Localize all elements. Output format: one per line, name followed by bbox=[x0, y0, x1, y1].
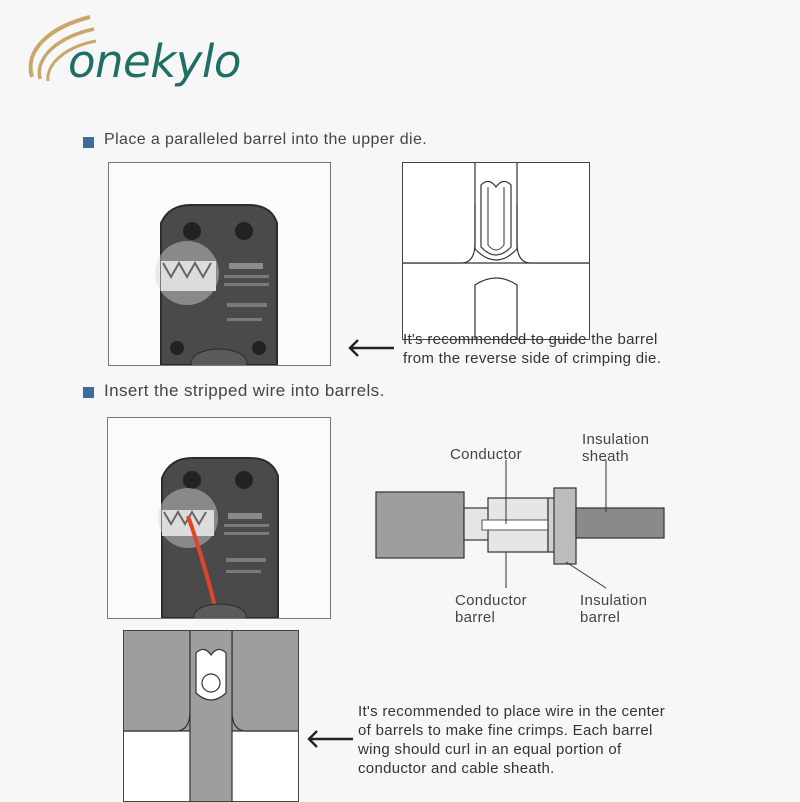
label-conductor: Conductor bbox=[450, 446, 522, 463]
step-1-bullet-icon bbox=[83, 137, 94, 148]
label-insulation-barrel bbox=[580, 592, 647, 626]
step-2-note-line: of barrels to make fine crimps. Each barrel bbox=[358, 722, 653, 739]
step-1-note-line: It's recommended to guide the barrel bbox=[403, 331, 658, 348]
brand-name: onekylo bbox=[68, 35, 241, 88]
step-2-note-line: wing should curl in an equal portion of bbox=[358, 741, 622, 758]
step-2-title: Insert the stripped wire into barrels. bbox=[104, 381, 385, 400]
step-1-crimper-photo bbox=[108, 162, 331, 366]
label-line: barrel bbox=[580, 609, 621, 626]
step-2-note-line: conductor and cable sheath. bbox=[358, 760, 555, 777]
label-line: barrel bbox=[455, 609, 496, 626]
label-insulation-sheath bbox=[582, 431, 649, 465]
label-line: sheath bbox=[582, 448, 629, 465]
arrow-left-icon bbox=[346, 336, 396, 360]
crimper-die-illustration bbox=[109, 163, 330, 365]
label-line: Conductor bbox=[455, 592, 527, 609]
step-2-note bbox=[358, 702, 665, 778]
step-2-bullet-icon bbox=[83, 387, 94, 398]
label-conductor-barrel bbox=[455, 592, 527, 626]
step-1-die-diagram bbox=[402, 162, 590, 340]
label-line: Insulation bbox=[582, 431, 650, 448]
crimper-with-wire-illustration bbox=[108, 418, 330, 618]
arrow-left-icon bbox=[305, 727, 355, 751]
step-1-note bbox=[403, 330, 661, 368]
label-line: Insulation bbox=[580, 592, 648, 609]
step-2-crimper-photo bbox=[107, 417, 331, 619]
step-2-note-line: It's recommended to place wire in the center bbox=[358, 703, 666, 720]
step-1-note-line: from the reverse side of crimping die. bbox=[403, 350, 662, 367]
step-2-die-diagram bbox=[123, 630, 299, 802]
step-1-title: Place a paralleled barrel into the upper die. bbox=[104, 131, 428, 148]
